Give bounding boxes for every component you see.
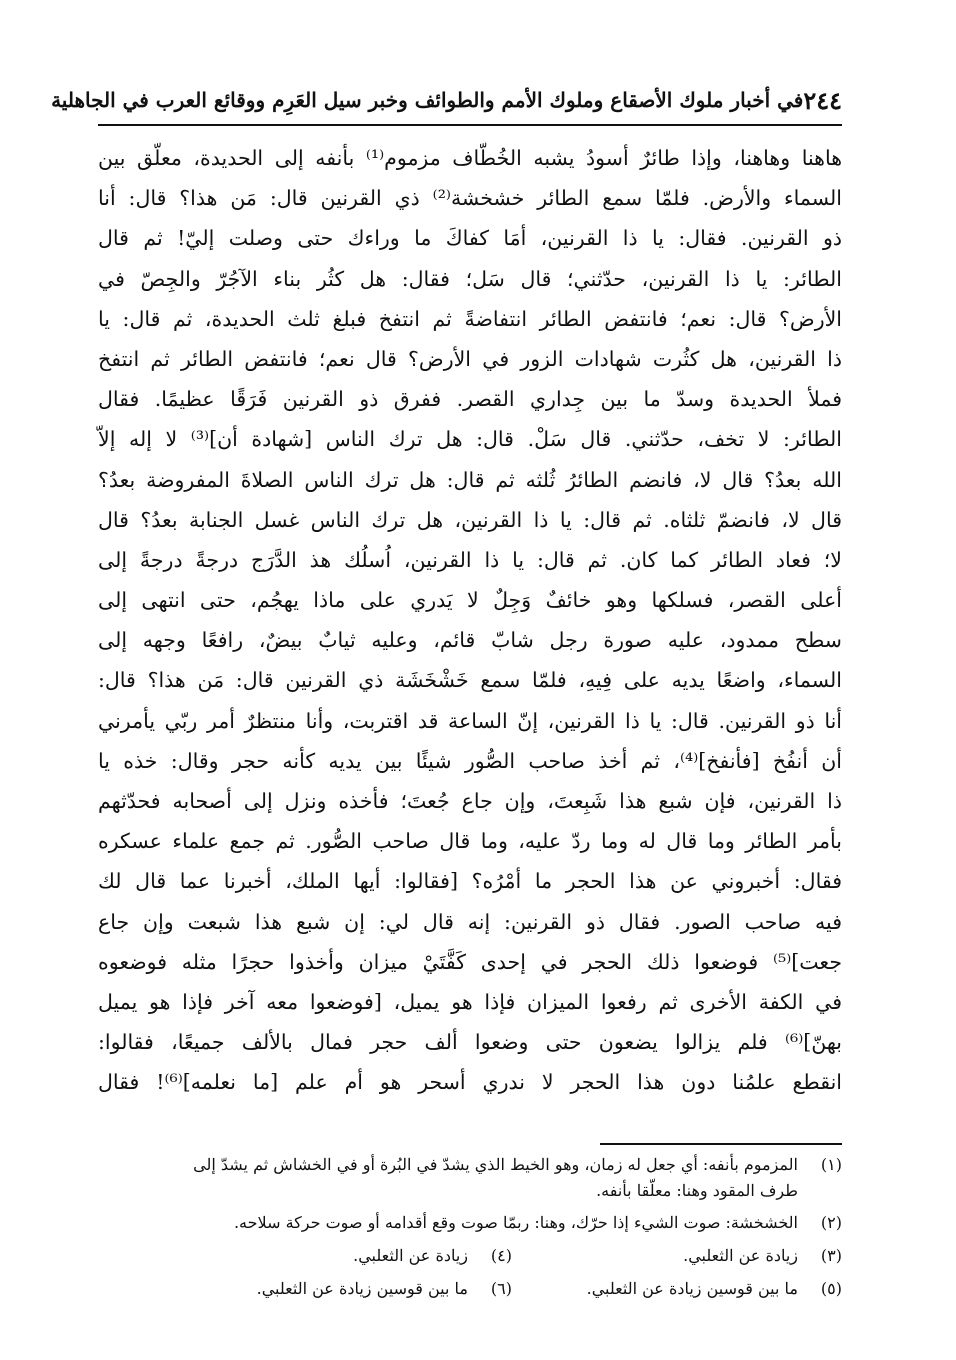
text-line: جعت]⁽⁵⁾ فوضعوا ذلك الحجر في إحدى كَفَّتَيْ ميزان وأخذوا حجرًا مثله فوضعوه xyxy=(98,949,842,974)
footnote-rule xyxy=(600,1143,842,1145)
text-line: السماء، واضعًا يديه على فِيهِ، فلمّا سمع خَشْخَشَة ذي القرنين قال: مَن هذا؟ قال: xyxy=(98,668,842,693)
text-line: ذا القرنين، هل كثُرت شهادات الزور في الأرض؟ قال نعم؛ فانتفض الطائر ثم انتفخ xyxy=(98,346,842,371)
footnote-number: (٤) xyxy=(490,1246,512,1265)
footnote-text: زيادة عن الثعلبي. xyxy=(353,1246,468,1265)
footnotes xyxy=(98,1152,842,1302)
footnote-number: (٦) xyxy=(490,1279,512,1298)
text-line: الطائر: لا تخف، حدّثني. قال سَلْ. قال: هل ترك الناس [شهادة أن]⁽³⁾ لا إله إلاّ xyxy=(98,427,842,452)
footnotes-3-4 xyxy=(98,1242,842,1269)
text-line: انقطع علمُنا دون هذا الحجر لا ندري أسحر هو أم علم [ما نعلمه]⁽⁶⁾! فقال xyxy=(98,1070,842,1095)
text-line: أعلى القصر، فسلكها وهو خائفٌ وَجِلٌ لا يَدري على ماذا يهجُم، حتى انتهى إلى xyxy=(98,588,842,613)
page-number: ٢٤٤ xyxy=(803,85,842,115)
body-text xyxy=(98,138,842,1103)
text-line: الطائر: يا ذا القرنين، حدّثني؛ قال سَل؛ فقال: هل كثُر بناء الآجُرّ والجِصّ في xyxy=(98,266,842,291)
footnote-text: الخشخشة: صوت الشيء إذا حرّك، وهنا: ربمّا صوت وقع أقدامه أو صوت حركة سلاحه. xyxy=(233,1213,798,1232)
footnote-6 xyxy=(182,1275,512,1302)
running-header xyxy=(51,80,842,120)
text-line: فيه صاحب الصور. فقال ذو القرنين: إنه قال لي: إن شبع هذا شبعت وإن جاع xyxy=(98,909,842,934)
footnote-number: (٢) xyxy=(820,1213,842,1232)
text-line: أن أنفُخ [فأنفخ]⁽⁴⁾، ثم أخذ صاحب الصُّور شيئًا بين يديه كأنه حجر وقال: خذه يا xyxy=(98,748,842,773)
running-title: في أخبار ملوك الأصقاع وملوك الأمم والطوائف وخبر سيل العَرِم ووقائع العرب في الجاهلية xyxy=(51,88,804,112)
header-rule xyxy=(98,124,842,126)
footnote-number: (٣) xyxy=(820,1246,842,1265)
text-line: ذو القرنين. فقال: يا ذا القرنين، أمَا كفاكَ ما وراءك حتى وصلت إليّ! ثم قال xyxy=(98,226,842,251)
text-line: بأمر الطائر وما قال له وما ردّ عليه، وما قال صاحب الصُّور. ثم جمع علماء عسكره xyxy=(98,829,842,854)
text-line: الله بعدُ؟ قال لا، فانضم الطائرُ ثُلثه ثم قال: هل ترك الناس الصلاةَ المفروضة بعدُ؟ xyxy=(98,467,842,492)
footnote-1 xyxy=(98,1152,842,1178)
text-line: ذا القرنين، فإن شبع هذا شَبِعتَ، وإن جاع جُعتَ؛ فأخذه ونزل إلى أصحابه فحدّثهم xyxy=(98,789,842,813)
text-line: فملأ الحديدة وسدّ ما بين جِداري القصر. ففرق ذو القرنين فَرَقًا عظيمًا. فقال xyxy=(98,387,842,412)
footnote-3 xyxy=(512,1242,842,1269)
footnote-text: زيادة عن الثعلبي. xyxy=(683,1246,798,1265)
footnote-text: المزموم بأنفه: أي جعل له زمان، وهو الخيط الذي يشدّ في البُرة أو في الخشاش ثم يشدّ إلى xyxy=(193,1155,798,1174)
footnote-text: ما بين قوسين زيادة عن الثعلبي. xyxy=(586,1279,798,1298)
text-line: بهنّ]⁽⁶⁾ فلم يزالوا يضعون حتى وضعوا ألف حجر فمال بالألف جميعًا، فقالوا: xyxy=(98,1030,842,1055)
text-line: الأرض؟ قال: نعم؛ فانتفض الطائر انتفاضةً ثم انتفخ فبلغ ثلث الحديدة، ثم قال: يا xyxy=(98,306,842,331)
footnote-2 xyxy=(98,1210,842,1236)
footnote-5 xyxy=(512,1275,842,1302)
text-line: لا؛ فعاد الطائر كما كان. ثم قال: يا ذا القرنين، اُسلُك هذ الدَّرَج درجةً درجةً إلى xyxy=(98,547,842,572)
text-line: أنا ذو القرنين. قال: يا ذا القرنين، إنّ الساعة قد اقتربت، وأنا منتظرٌ أمر ربّي يأمرني xyxy=(98,708,842,733)
text-line: هاهنا وهاهنا، وإذا طائرٌ أسودُ يشبه الخُطّاف مزموم⁽¹⁾ بأنفه إلى الحديدة، معلّق بين xyxy=(98,146,843,170)
footnote-text: ما بين قوسين زيادة عن الثعلبي. xyxy=(256,1279,468,1298)
text-line: سطح ممدود، عليه صورة رجل شابّ قائم، وعليه ثيابٌ بيضٌ، رافعًا وجهه إلى xyxy=(98,628,842,653)
text-line: في الكفة الأخرى ثم رفعوا الميزان فإذا هو يميل، [فوضعوا معه آخر فإذا هو يميل xyxy=(98,989,842,1014)
text-line: فقال: أخبروني عن هذا الحجر ما أمْرُه؟ [فقالوا: أيها الملك، أخبرنا عما قال لك xyxy=(98,869,842,894)
footnotes-5-6 xyxy=(98,1275,842,1302)
text-line: قال لا، فانضمّ ثلثاه. ثم قال: يا ذا القرنين، هل ترك الناس غسل الجنابة بعدُ؟ قال xyxy=(98,507,842,532)
footnote-number: (١) xyxy=(820,1155,842,1174)
footnote-4 xyxy=(182,1242,512,1269)
footnote-1-continuation: طرف المقود وهنا: معلّقا بأنفه. xyxy=(596,1181,798,1200)
text-line: السماء والأرض. فلمّا سمع الطائر خشخشة⁽²⁾ ذي القرنين قال: مَن هذا؟ قال: أنا xyxy=(98,186,842,211)
footnote-number: (٥) xyxy=(820,1279,842,1298)
